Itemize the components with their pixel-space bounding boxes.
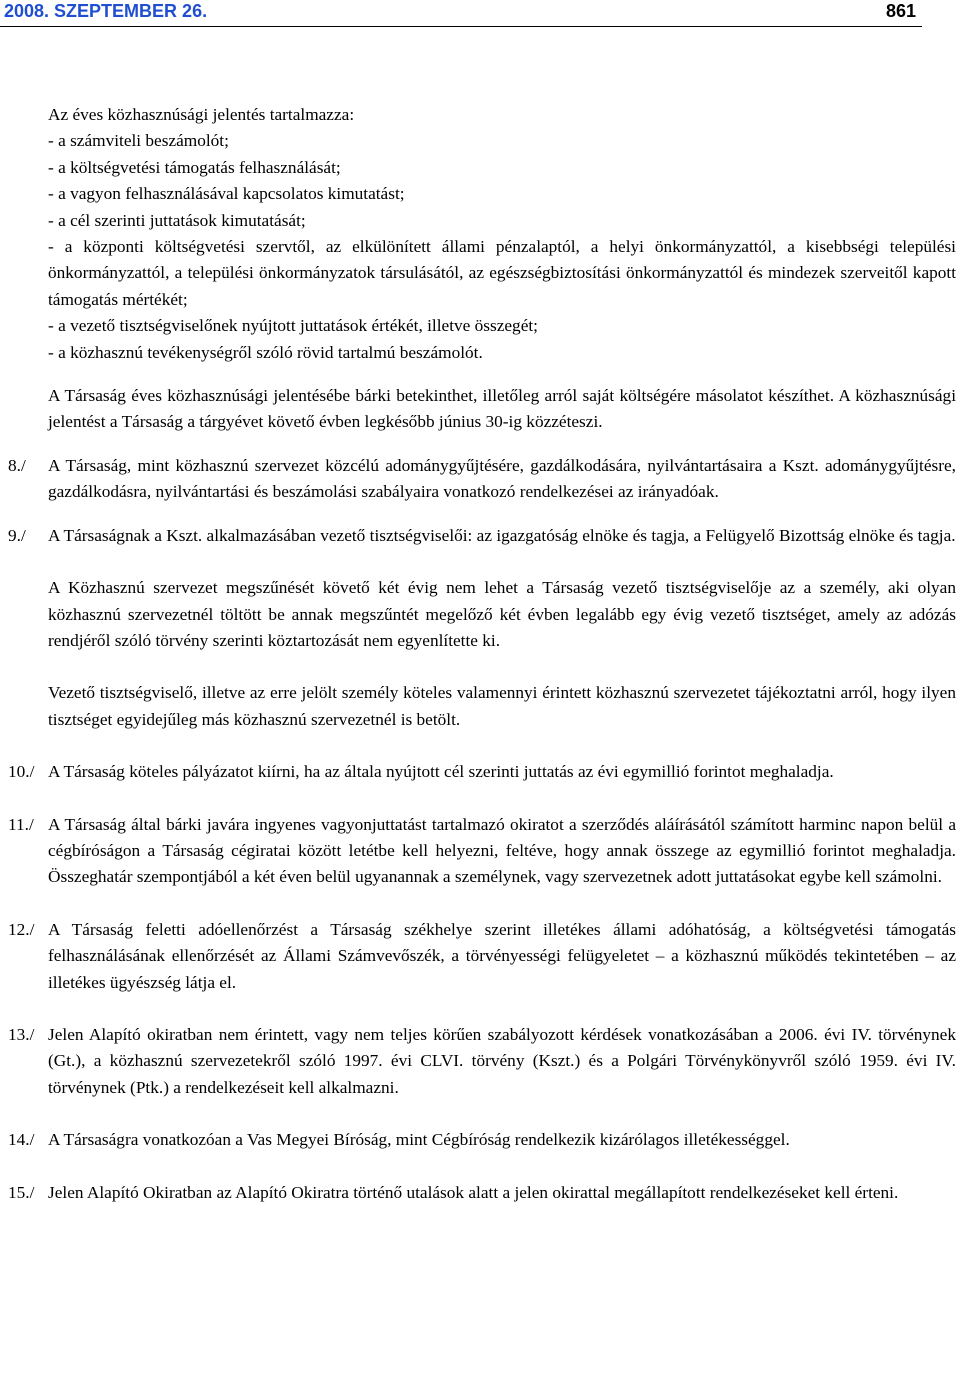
section-11 [8,812,956,891]
section-text: A Társaságnak a Kszt. alkalmazásában vezető tisztségviselői: az igazgatóság elnöke és tagja, a Felügyelő Bizottság elnöke és tagja. [48,525,956,545]
page-number: 861 [885,1,916,21]
section-text: A Társaság köteles pályázatot kiírni, ha az általa nyújtott cél szerinti juttatás az évi egymillió forintot meghaladja. [48,762,834,782]
list-item: - a vezető tisztségviselőnek nyújtott juttatások értékét, illetve összegét; [48,316,538,336]
section-text: A Társaság által bárki javára ingyenes vagyonjuttatást tartalmazó okiratot a szerződés aláírásától számított harminc napon belül a cégbíróságon a Társaság cégiratai között letétbe kell helyezni, feltéve, hogy annak összege az egymillió forintot meghaladja. Összeghatár szempontjából a két éven belül ugyanannak a személynek, vagy szervezetnek adott juttatásokat egybe kell számolni. [48,814,956,887]
section-9 [8,523,956,549]
section-text: A Társaság feletti adóellenőrzést a Társaság székhelye szerint illetékes állami adóhatóság, a költségvetési támogatás felhasználásának ellenőrzését az Állami Számvevőszék, a törvényességi felügyeletet – a közhasznú működés tekintetében – az illetékes ügyészség látja el. [48,919,956,992]
section-number: 8./ [8,455,26,475]
section-15 [8,1180,956,1206]
report-lead: Az éves közhasznúsági jelentés tartalmazza: [48,105,355,124]
section-number: 9./ [8,525,26,545]
list-item: - a számviteli beszámolót; [48,131,229,151]
section-10 [8,759,956,785]
list-item: - a közhasznú tevékenységről szóló rövid tartalmú beszámolót. [48,342,483,362]
section-number: 15./ [8,1182,35,1202]
section-number: 14./ [8,1130,35,1150]
section-text: Jelen Alapító okiratban nem érintett, vagy nem teljes körűen szabályozott kérdések vonatkozásában a 2006. évi IV. törvénynek (Gt.), a közhasznú szervezetekről szóló 1997. évi CLVI. törvény (Kszt.) és a Polgári Törvénykönyvről szóló 1959. évi IV. törvénynek (Ptk.) a rendelkezéseit kell alkalmazni. [48,1024,956,1097]
section-text: A Társaságra vonatkozóan a Vas Megyei Bíróság, mint Cégbíróság rendelkezik kizárólagos illetékességgel. [48,1130,790,1150]
section-number: 12./ [8,919,35,939]
section-number: 11./ [8,814,34,834]
section-14 [8,1127,956,1153]
section-13 [8,1022,956,1101]
document-body [8,102,956,1206]
section-number: 13./ [8,1024,35,1044]
list-item: - a költségvetési támogatás felhasználását; [48,157,341,177]
header-date: 2008. SZEPTEMBER 26. [4,1,208,21]
section-8 [8,453,956,506]
section-number: 10./ [8,762,35,782]
ceased-organisation-paragraph: A Közhasznú szervezet megszűnését követő két évig nem lehet a Társaság vezető tisztségviselője az a személy, aki olyan közhasznú szervezetnél töltött be annak megszűntét megelőző két évben legalább egy évig vezető tisztséget, amely az adózás rendjéről szóló törvény szerinti köztartozását nem egyenlítette ki. [48,578,956,650]
section-12 [8,917,956,996]
list-item: - a központi költségvetési szervtől, az elkülönített állami pénzalaptól, a helyi önkormányzattól, a kisebbségi települési önkormányzattól, a települési önkormányzatok társulásától, az egészségbiztosítási önkormányzattól és mindezek szerveitől kapott támogatás mértékét; [48,237,956,309]
notification-paragraph: Vezető tisztségviselő, illetve az erre jelölt személy köteles valamennyi érintett közhasznú szervezetet tájékoztatni arról, hogy ilyen tisztséget egyidejűleg más közhasznú szervezetnél is betölt. [48,683,956,729]
list-item: - a cél szerinti juttatások kimutatását; [48,210,306,230]
section-text: Jelen Alapító Okiratban az Alapító Okiratra történő utalások alatt a jelen okirattal megállapított rendelkezéseket kell érteni. [48,1182,899,1202]
section-text: A Társaság, mint közhasznú szervezet közcélú adománygyűjtésére, gazdálkodására, nyilvántartásaira a Kszt. adománygyűjtésre, gazdálkodásra, nyilvántartási és beszámolási szabályaira vonatkozó rendelkezései az irányadóak. [48,455,956,502]
inspection-paragraph: A Társaság éves közhasznúsági jelentésébe bárki betekinthet, illetőleg arról saját költségére másolatot készíthet. A közhasznúsági jelentést a Társaság a tárgyévet követő évben legkésőbb június 30-ig közzéteszi. [48,386,956,432]
page-header [0,0,922,27]
list-item: - a vagyon felhasználásával kapcsolatos kimutatást; [48,184,405,204]
